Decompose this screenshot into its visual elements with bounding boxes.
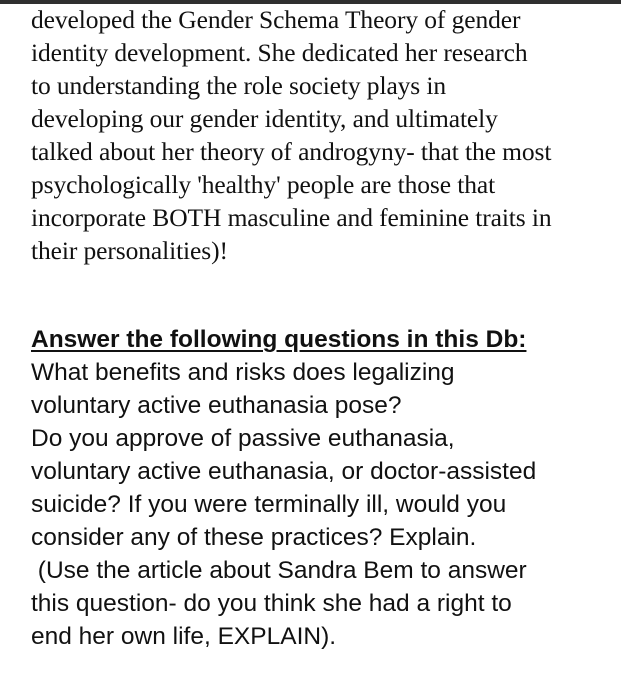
questions-heading: Answer the following questions in this Db: (31, 326, 527, 353)
intro-line: developing our gender identity, and ultimately (31, 104, 498, 133)
intro-line: to understanding the role society plays in (31, 71, 447, 100)
question-line: consider any of these practices? Explain. (31, 524, 477, 551)
question-line: voluntary active euthanasia pose? (31, 392, 402, 419)
question-line: What benefits and risks does legalizing (31, 359, 455, 386)
question-line: voluntary active euthanasia, or doctor-assisted (31, 458, 537, 485)
intro-line: identity development. She dedicated her research (31, 38, 528, 67)
intro-line: psychologically 'healthy' people are those that (31, 170, 496, 199)
intro-line: incorporate BOTH masculine and feminine traits in (31, 203, 552, 232)
question-line: suicide? If you were terminally ill, would you (31, 491, 507, 518)
intro-paragraph (31, 3, 611, 267)
document-page (31, 3, 611, 650)
questions-section (31, 323, 611, 653)
question-line: (Use the article about Sandra Bem to answer (31, 557, 527, 584)
intro-line: talked about her theory of androgyny- that the most (31, 137, 552, 166)
intro-line: their personalities)! (31, 236, 228, 265)
question-line: end her own life, EXPLAIN). (31, 623, 337, 650)
question-line: this question- do you think she had a right to (31, 590, 512, 617)
question-line: Do you approve of passive euthanasia, (31, 425, 455, 452)
intro-line: developed the Gender Schema Theory of gender (31, 5, 521, 34)
